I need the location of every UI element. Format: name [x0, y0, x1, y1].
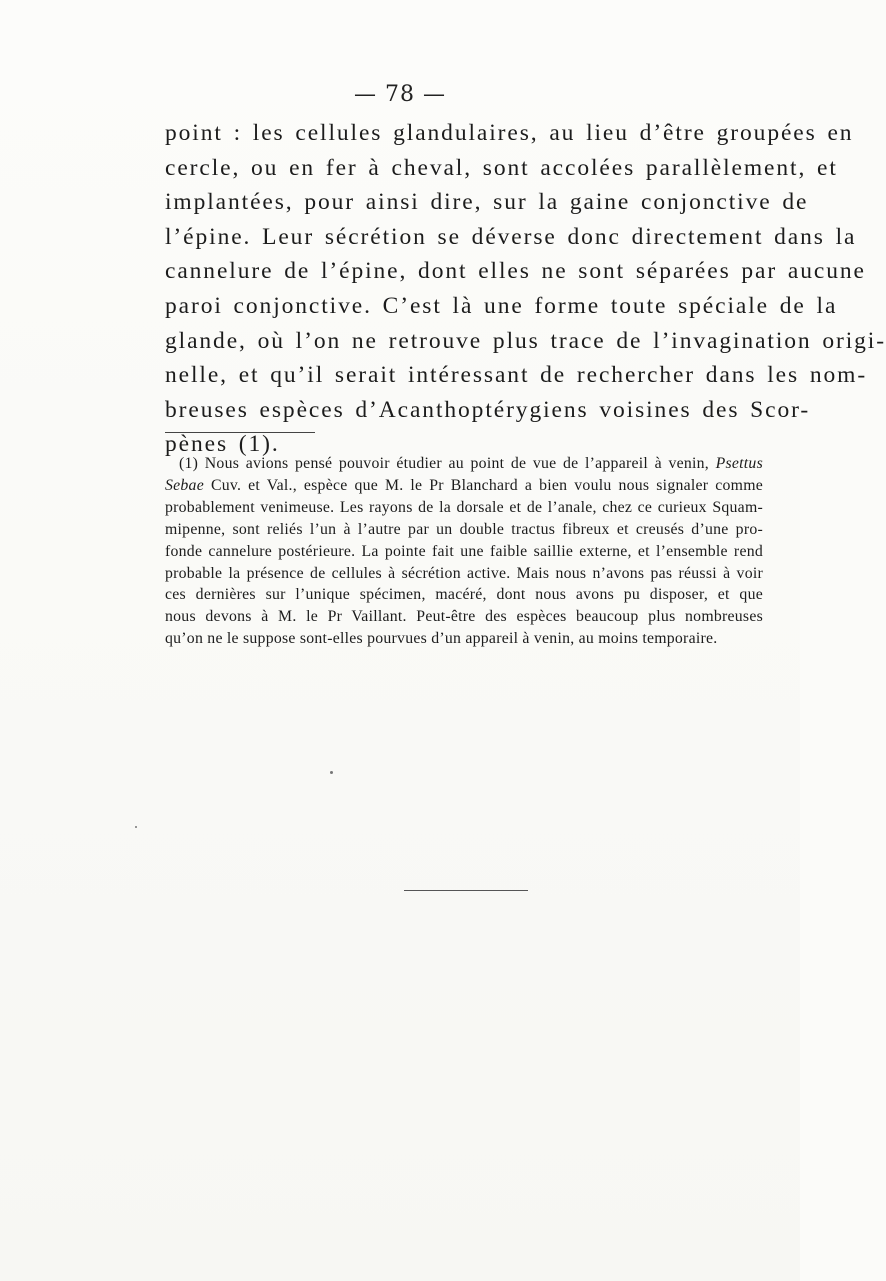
body-line: breuses espèces d’Acanthoptérygiens voisines des Scor- — [165, 396, 811, 423]
end-rule — [404, 890, 528, 891]
body-paragraph — [165, 116, 886, 462]
footnote-line: qu’on ne le suppose sont-elles pourvues d’un appareil à venin, au moins temporaire. — [165, 630, 718, 648]
body-line: glande, où l’on ne retrouve plus trace de l’invagination origi- — [165, 327, 886, 354]
footnote-line: mipenne, sont reliés l’un à l’autre par un double tractus fibreux et creusés d’une pro- — [165, 520, 763, 538]
footnote — [165, 453, 763, 650]
footnote-line: probablement venimeuse. Les rayons de la dorsale et de l’anale, chez ce curieux Squam- — [165, 498, 763, 516]
body-line: l’épine. Leur sécrétion se déverse donc directement dans la — [165, 223, 857, 250]
body-line: pènes (1). — [165, 431, 280, 458]
species-name: Psettus — [715, 455, 763, 472]
paper-speck — [135, 826, 137, 828]
footnote-separator — [165, 432, 315, 433]
footnote-line: nous devons à M. le Pr Vaillant. Peut-être des espèces beaucoup plus nombreuses — [165, 608, 763, 626]
species-name: Sebae — [165, 476, 204, 494]
footnote-line — [165, 453, 763, 475]
footnote-line — [165, 475, 763, 497]
paper-speck — [330, 771, 333, 774]
footnote-text: Cuv. et Val., espèce que M. le Pr Blanchard a bien voulu nous signaler comme — [210, 476, 763, 494]
footnote-text: (1) Nous avions pensé pouvoir étudier au point de vue de l’appareil à venin, — [179, 455, 709, 472]
body-line: cannelure de l’épine, dont elles ne sont séparées par aucune — [165, 258, 866, 285]
body-line: implantées, pour ainsi dire, sur la gaine conjonctive de — [165, 189, 809, 216]
body-line: point : les cellules glandulaires, au lieu d’être groupées en — [165, 120, 854, 146]
body-line: nelle, et qu’il serait intéressant de rechercher dans les nom- — [165, 362, 868, 389]
footnote-line: ces dernières sur l’unique spécimen, macéré, dont nous avons pu disposer, et que — [165, 586, 763, 604]
footnote-line: fonde cannelure postérieure. La pointe fait une faible saillie externe, et l’ensemble rend — [165, 542, 763, 560]
body-line: paroi conjonctive. C’est là une forme toute spéciale de la — [165, 292, 838, 319]
body-line: cercle, ou en fer à cheval, sont accolées parallèlement, et — [165, 154, 838, 181]
page-number: — 78 — — [354, 82, 446, 107]
footnote-line: probable la présence de cellules à sécrétion active. Mais nous n’avons pas réussi à voir — [165, 564, 763, 582]
